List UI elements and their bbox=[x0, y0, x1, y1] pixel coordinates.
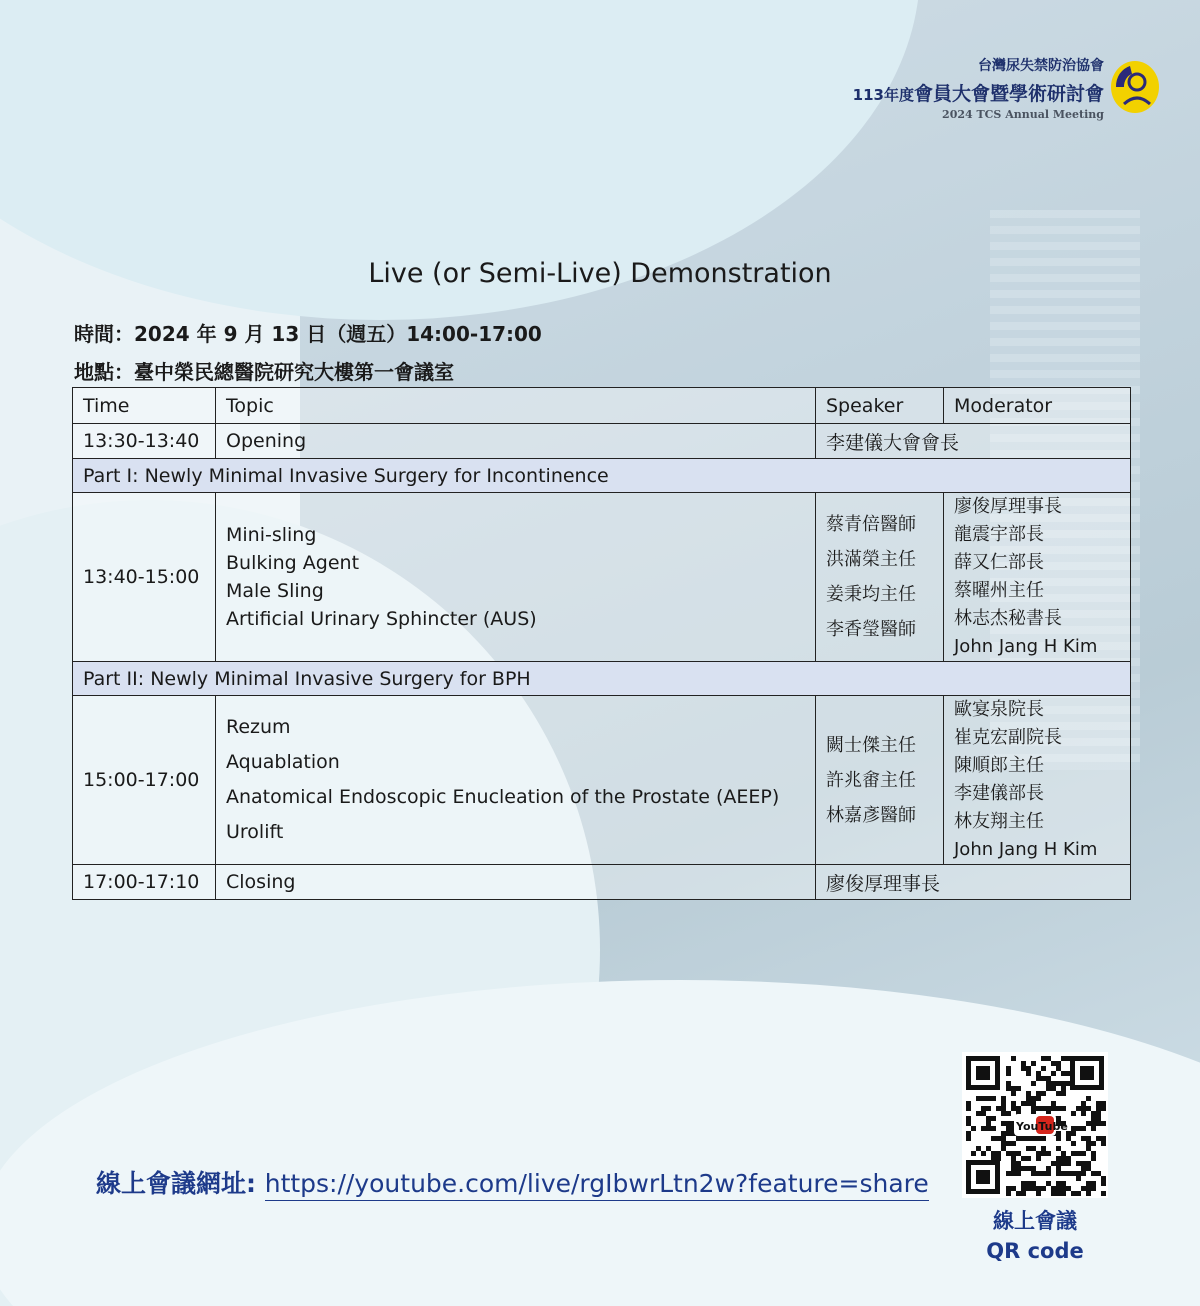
header-moderator: Moderator bbox=[944, 388, 1131, 424]
topic-item: Bulking Agent bbox=[226, 552, 360, 574]
closing-speaker: 廖俊厚理事長 bbox=[816, 865, 1131, 900]
moderator-item: 林志杰秘書長 bbox=[954, 608, 1062, 629]
speaker-item: 林嘉彥醫師 bbox=[826, 804, 916, 826]
moderator-item: 陳順郎主任 bbox=[954, 755, 1044, 776]
closing-time: 17:00-17:10 bbox=[73, 865, 216, 900]
event-year: 113年度 bbox=[852, 86, 914, 104]
event-header bbox=[853, 55, 1104, 121]
qr-caption-line2: QR code bbox=[986, 1239, 1084, 1263]
org-name: 台灣尿失禁防治協會 bbox=[978, 58, 1104, 74]
qr-code-icon[interactable] bbox=[962, 1052, 1108, 1198]
part1-topics bbox=[216, 493, 816, 662]
location-line: 地點：臺中榮民總醫院研究大樓第一會議室 bbox=[74, 360, 454, 384]
table-header-row bbox=[73, 388, 1131, 424]
topic-item: Male Sling bbox=[226, 580, 324, 602]
topic-item: Anatomical Endoscopic Enucleation of the Prostate (AEEP) bbox=[226, 786, 780, 808]
moderator-item: John Jang H Kim bbox=[954, 839, 1098, 860]
schedule-table bbox=[72, 387, 1131, 900]
table-row bbox=[73, 696, 1131, 865]
topic-item: Artificial Urinary Sphincter (AUS) bbox=[226, 608, 537, 630]
online-meeting-row bbox=[96, 1164, 929, 1200]
table-row bbox=[73, 424, 1131, 459]
part1-time: 13:40-15:00 bbox=[73, 493, 216, 662]
speaker-item: 姜秉均主任 bbox=[826, 584, 916, 605]
moderator-item: 薛又仁部長 bbox=[954, 552, 1044, 573]
youtube-badge-icon: YouTube bbox=[1016, 1120, 1068, 1133]
topic-item: Urolift bbox=[226, 821, 284, 843]
moderator-item: 林友翔主任 bbox=[954, 811, 1044, 832]
table-row bbox=[73, 493, 1131, 662]
closing-topic: Closing bbox=[216, 865, 816, 900]
topic-item: Rezum bbox=[226, 716, 291, 738]
event-title: 會員大會暨學術研討會 bbox=[913, 83, 1104, 105]
part2-time: 15:00-17:00 bbox=[73, 696, 216, 865]
part1-title: Part I: Newly Minimal Invasive Surgery for Incontinence bbox=[73, 459, 1131, 493]
speaker-item: 蔡青倍醫師 bbox=[826, 514, 916, 535]
section-row bbox=[73, 662, 1131, 696]
moderator-item: 龍震宇部長 bbox=[954, 524, 1044, 545]
moderator-item: 歐宴泉院長 bbox=[954, 699, 1044, 720]
qr-caption-line1: 線上會議 bbox=[993, 1209, 1077, 1233]
moderator-item: 李建儀部長 bbox=[954, 783, 1044, 804]
moderator-item: John Jang H Kim bbox=[954, 636, 1098, 657]
speaker-item: 許兆畬主任 bbox=[826, 769, 916, 791]
speaker-item: 闕士傑主任 bbox=[826, 734, 916, 756]
part1-moderators bbox=[944, 493, 1131, 662]
speaker-item: 李香瑩醫師 bbox=[826, 619, 916, 640]
association-logo-icon bbox=[1110, 60, 1160, 114]
part1-speakers bbox=[816, 493, 944, 662]
moderator-item: 蔡曜州主任 bbox=[954, 580, 1044, 601]
qr-caption bbox=[958, 1206, 1112, 1266]
speaker-item: 洪滿榮主任 bbox=[826, 549, 916, 570]
topic-item: Mini-sling bbox=[226, 524, 317, 546]
event-name bbox=[853, 79, 1104, 106]
time-line: 時間：2024 年 9 月 13 日（週五）14:00-17:00 bbox=[74, 322, 542, 346]
opening-topic: Opening bbox=[216, 424, 816, 459]
moderator-item: 廖俊厚理事長 bbox=[954, 496, 1062, 517]
part2-title: Part II: Newly Minimal Invasive Surgery for BPH bbox=[73, 662, 1131, 696]
part2-topics bbox=[216, 696, 816, 865]
header-time: Time bbox=[73, 388, 216, 424]
opening-speaker: 李建儀大會會長 bbox=[816, 424, 1131, 459]
moderator-item: 崔克宏副院長 bbox=[954, 727, 1062, 748]
header-speaker: Speaker bbox=[816, 388, 944, 424]
meeting-url-link[interactable]: https://youtube.com/live/rgIbwrLtn2w?feature=share bbox=[265, 1169, 929, 1201]
online-meeting-label: 線上會議網址: bbox=[96, 1169, 256, 1198]
header-topic: Topic bbox=[216, 388, 816, 424]
event-name-en: 2024 TCS Annual Meeting bbox=[942, 108, 1104, 121]
part2-speakers bbox=[816, 696, 944, 865]
opening-time: 13:30-13:40 bbox=[73, 424, 216, 459]
topic-item: Aquablation bbox=[226, 751, 340, 773]
page-title: Live (or Semi-Live) Demonstration bbox=[368, 258, 832, 289]
section-row bbox=[73, 459, 1131, 493]
table-row bbox=[73, 865, 1131, 900]
part2-moderators bbox=[944, 696, 1131, 865]
